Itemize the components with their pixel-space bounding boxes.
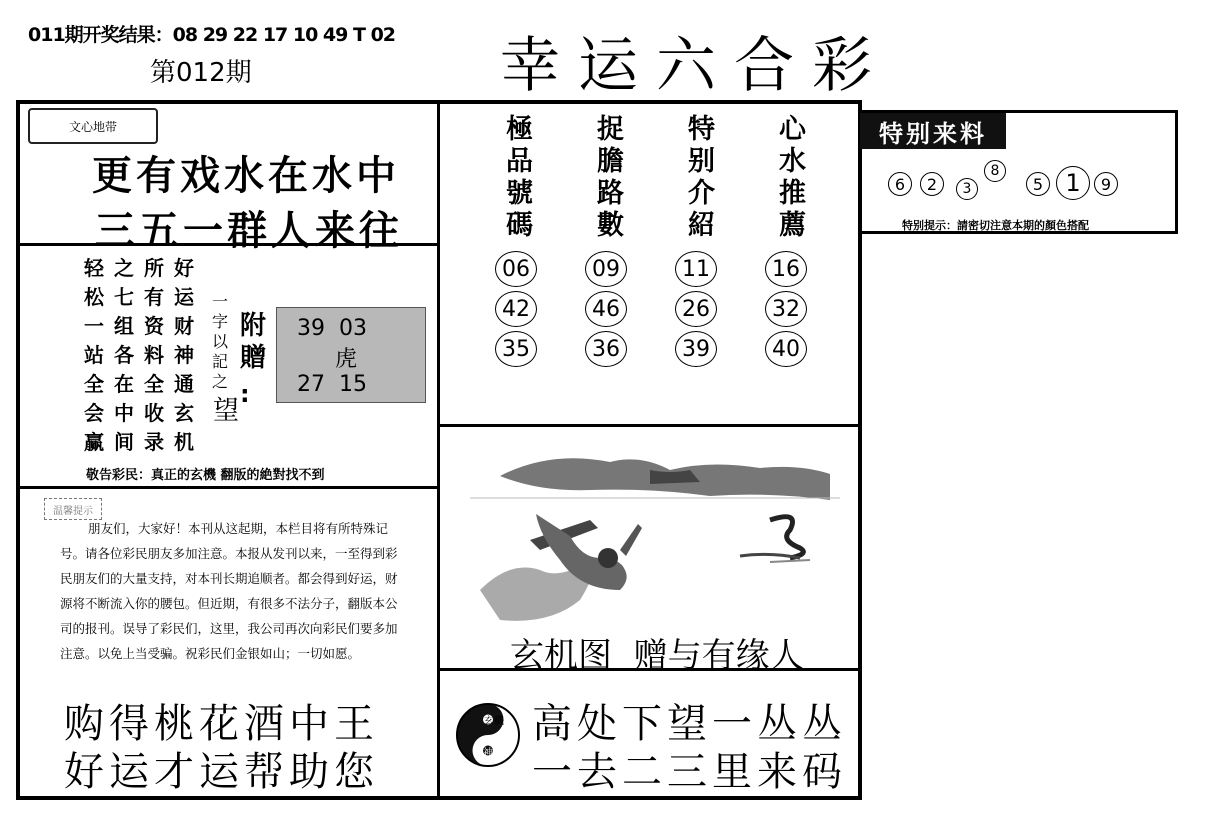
verse-char: 中 xyxy=(114,401,134,425)
verse-char: 有 xyxy=(144,285,164,309)
attach-label: 附贈 xyxy=(240,311,267,373)
verse-char: 好 xyxy=(174,256,194,280)
header-char: 品 xyxy=(506,146,533,177)
number-grid xyxy=(495,251,807,367)
colon-mark: : xyxy=(240,380,250,408)
issue-number: 第012期 xyxy=(150,58,252,88)
gift-numbers-2: 27 15 xyxy=(297,372,367,397)
digit-circle: 5 xyxy=(1026,172,1050,196)
poem-line-2: 三五一群人来往 xyxy=(95,207,403,254)
notice-body: 朋友们，大家好！本刊从这起期，本栏目将有所特殊记号。请各位彩民朋友多加注意。本报从发刊以来，一至得到彩民朋友们的大量支持，对本刊长期追顺者。都会得到好运，财源将不断流入你的腰包。但近期，有很多不法分子，翻版本公司的报刊。误导了彩民们，这里，我公司再次向彩民们要多加注意。以免上当受骗。祝彩民们金银如山；一切如愿。 xyxy=(60,521,398,661)
verse-char: 各 xyxy=(114,343,134,367)
verse-char: 机 xyxy=(174,430,194,454)
verse-char: 七 xyxy=(114,285,134,309)
header-char: 特 xyxy=(688,114,715,145)
header-char: 碼 xyxy=(506,210,533,241)
ink-painting xyxy=(470,440,840,630)
number-circle: 40 xyxy=(765,331,807,367)
special-title: 特别来料 xyxy=(860,113,1006,149)
verse-char: 会 xyxy=(84,401,104,425)
verse-char: 在 xyxy=(114,372,134,396)
digit-circle: 3 xyxy=(956,178,978,200)
verse-char: 录 xyxy=(144,430,164,454)
wang-char: 望 xyxy=(213,396,240,426)
header-char: 極 xyxy=(506,114,533,145)
number-circle: 35 xyxy=(495,331,537,367)
number-circle: 42 xyxy=(495,291,537,327)
special-digits xyxy=(888,160,1128,200)
verse-column xyxy=(84,254,104,457)
digit-circle: 2 xyxy=(920,172,944,196)
gift-zodiac: 虎 xyxy=(335,347,358,372)
number-circle: 39 xyxy=(675,331,717,367)
header-column xyxy=(688,114,715,242)
number-circle: 46 xyxy=(585,291,627,327)
header-char: 水 xyxy=(779,146,806,177)
verse-column xyxy=(114,254,134,457)
verse-column xyxy=(174,254,194,457)
header-char: 號 xyxy=(506,178,533,209)
yin-yang-label-bottom: 神算 xyxy=(483,748,503,759)
verse-char: 间 xyxy=(114,430,134,454)
number-circle: 09 xyxy=(585,251,627,287)
number-circle: 11 xyxy=(675,251,717,287)
gift-box xyxy=(276,307,426,403)
header-char: 膽 xyxy=(597,146,624,177)
page-title: 幸运六合彩 xyxy=(500,31,890,101)
number-circle: 16 xyxy=(765,251,807,287)
verse-char: 站 xyxy=(84,343,104,367)
header-char: 紹 xyxy=(688,210,715,241)
verse-char: 收 xyxy=(144,401,164,425)
special-tip: 特别提示：請密切注意本期的顏色搭配 xyxy=(902,219,1089,232)
header-char: 數 xyxy=(597,210,624,241)
digit-circle: 8 xyxy=(984,160,1006,182)
verse-grid xyxy=(84,254,194,457)
side-note: 一字以記之 xyxy=(212,292,229,391)
bottom-poem-1: 高处下望一丛丛 xyxy=(532,701,847,747)
header-char: 心 xyxy=(779,114,806,145)
number-circle: 26 xyxy=(675,291,717,327)
verse-char: 神 xyxy=(174,343,194,367)
previous-result: 011期开奖结果：08 29 22 17 10 49 T 02 xyxy=(28,24,396,46)
verse-char: 组 xyxy=(114,314,134,338)
picture-caption: 玄机图 赠与有缘人 xyxy=(510,636,804,676)
yin-yang-label-top: 玄機 xyxy=(484,716,504,727)
verse-char: 通 xyxy=(174,372,194,396)
number-circle: 36 xyxy=(585,331,627,367)
section-tag: 文心地带 xyxy=(28,108,158,144)
divider-right-1 xyxy=(437,424,862,427)
header-column xyxy=(597,114,624,242)
verse-char: 赢 xyxy=(84,430,104,454)
notice-poem-1: 购得桃花酒中王 xyxy=(64,701,379,747)
header-char: 薦 xyxy=(779,210,806,241)
header-column xyxy=(779,114,806,242)
verse-char: 一 xyxy=(84,314,104,338)
verse-char: 料 xyxy=(144,343,164,367)
header-char: 推 xyxy=(779,178,806,209)
column-divider xyxy=(437,100,440,800)
verse-char: 全 xyxy=(144,372,164,396)
verse-char: 之 xyxy=(114,256,134,280)
verse-char: 资 xyxy=(144,314,164,338)
verse-char: 松 xyxy=(84,285,104,309)
header-char: 捉 xyxy=(597,114,624,145)
header-char: 别 xyxy=(688,146,715,177)
number-headers xyxy=(506,114,806,242)
gift-numbers-1: 39 03 xyxy=(297,316,367,341)
digit-circle: 9 xyxy=(1094,172,1118,196)
digit-circle: 6 xyxy=(888,172,912,196)
warning-text: 敬告彩民：真正的玄機 翻版的絶對找不到 xyxy=(86,468,325,483)
verse-char: 所 xyxy=(144,256,164,280)
header-char: 介 xyxy=(688,178,715,209)
verse-char: 全 xyxy=(84,372,104,396)
number-circle: 06 xyxy=(495,251,537,287)
poem-line-1: 更有戏水在水中 xyxy=(92,152,400,199)
header-char: 路 xyxy=(597,178,624,209)
number-circle: 32 xyxy=(765,291,807,327)
verse-char: 财 xyxy=(174,314,194,338)
verse-char: 玄 xyxy=(174,401,194,425)
notice-tag: 温馨提示 xyxy=(44,498,102,520)
digit-circle: 1 xyxy=(1056,166,1090,200)
header-column xyxy=(506,114,533,242)
verse-char: 运 xyxy=(174,285,194,309)
verse-char: 轻 xyxy=(84,256,104,280)
bottom-poem-2: 一去二三里来码 xyxy=(532,749,847,795)
verse-column xyxy=(144,254,164,457)
notice-poem-2: 好运才运帮助您 xyxy=(64,749,379,795)
divider-left-2 xyxy=(16,486,440,489)
